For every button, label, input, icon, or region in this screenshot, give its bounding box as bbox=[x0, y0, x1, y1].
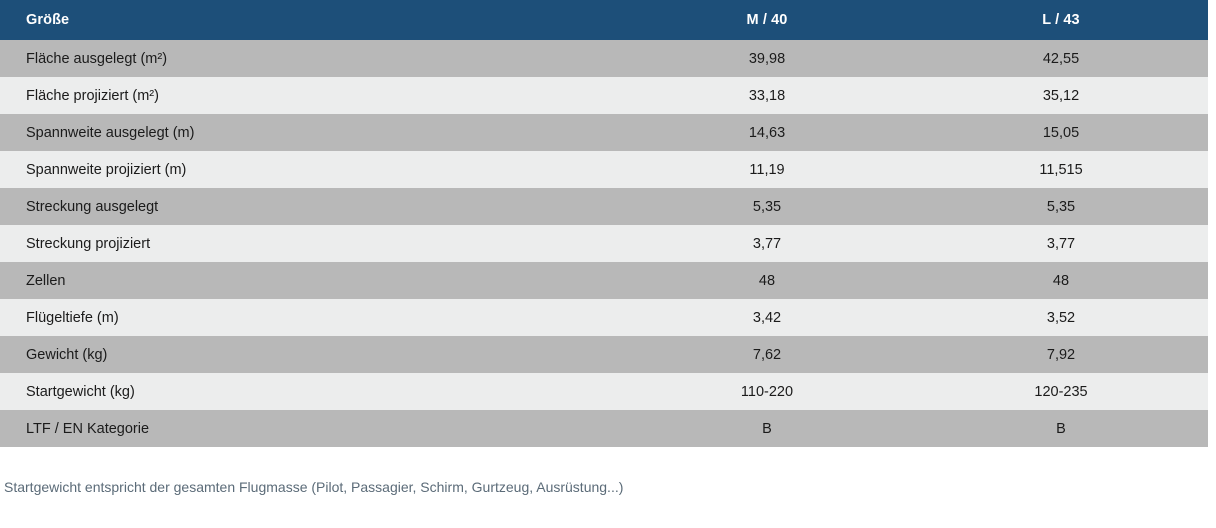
row-value-l: 48 bbox=[914, 262, 1208, 299]
row-value-l: 35,12 bbox=[914, 77, 1208, 114]
table-row bbox=[0, 373, 1208, 410]
row-value-m: 7,62 bbox=[620, 336, 914, 373]
column-header-l43: L / 43 bbox=[914, 0, 1208, 40]
row-label: Streckung ausgelegt bbox=[0, 188, 620, 225]
table-row bbox=[0, 299, 1208, 336]
table-header bbox=[0, 0, 1208, 40]
row-value-m: 48 bbox=[620, 262, 914, 299]
row-value-l: 11,515 bbox=[914, 151, 1208, 188]
row-label: Fläche projiziert (m²) bbox=[0, 77, 620, 114]
row-value-l: 5,35 bbox=[914, 188, 1208, 225]
table-row bbox=[0, 77, 1208, 114]
table-header-row bbox=[0, 0, 1208, 40]
table-row bbox=[0, 151, 1208, 188]
row-value-m: 33,18 bbox=[620, 77, 914, 114]
table-row bbox=[0, 40, 1208, 77]
table-body bbox=[0, 40, 1208, 447]
row-value-m: 5,35 bbox=[620, 188, 914, 225]
table-row bbox=[0, 225, 1208, 262]
row-value-l: 42,55 bbox=[914, 40, 1208, 77]
row-label: Gewicht (kg) bbox=[0, 336, 620, 373]
row-label: Flügeltiefe (m) bbox=[0, 299, 620, 336]
row-value-l: B bbox=[914, 410, 1208, 447]
table-row bbox=[0, 336, 1208, 373]
table-row bbox=[0, 114, 1208, 151]
row-value-l: 120-235 bbox=[914, 373, 1208, 410]
row-value-m: 14,63 bbox=[620, 114, 914, 151]
row-value-m: 3,42 bbox=[620, 299, 914, 336]
row-value-l: 3,52 bbox=[914, 299, 1208, 336]
row-label: Spannweite projiziert (m) bbox=[0, 151, 620, 188]
row-value-m: 39,98 bbox=[620, 40, 914, 77]
row-value-l: 15,05 bbox=[914, 114, 1208, 151]
column-header-size: Größe bbox=[0, 0, 620, 40]
row-value-m: 110-220 bbox=[620, 373, 914, 410]
row-value-m: B bbox=[620, 410, 914, 447]
row-value-m: 3,77 bbox=[620, 225, 914, 262]
column-header-m40: M / 40 bbox=[620, 0, 914, 40]
row-label: Zellen bbox=[0, 262, 620, 299]
row-value-l: 7,92 bbox=[914, 336, 1208, 373]
row-value-m: 11,19 bbox=[620, 151, 914, 188]
row-label: Spannweite ausgelegt (m) bbox=[0, 114, 620, 151]
table-row bbox=[0, 188, 1208, 225]
row-value-l: 3,77 bbox=[914, 225, 1208, 262]
table-row bbox=[0, 262, 1208, 299]
table-footnote: Startgewicht entspricht der gesamten Flugmasse (Pilot, Passagier, Schirm, Gurtzeug, Ausrüstung...) bbox=[4, 479, 624, 495]
table-row bbox=[0, 410, 1208, 447]
row-label: Startgewicht (kg) bbox=[0, 373, 620, 410]
row-label: Fläche ausgelegt (m²) bbox=[0, 40, 620, 77]
row-label: Streckung projiziert bbox=[0, 225, 620, 262]
row-label: LTF / EN Kategorie bbox=[0, 410, 620, 447]
